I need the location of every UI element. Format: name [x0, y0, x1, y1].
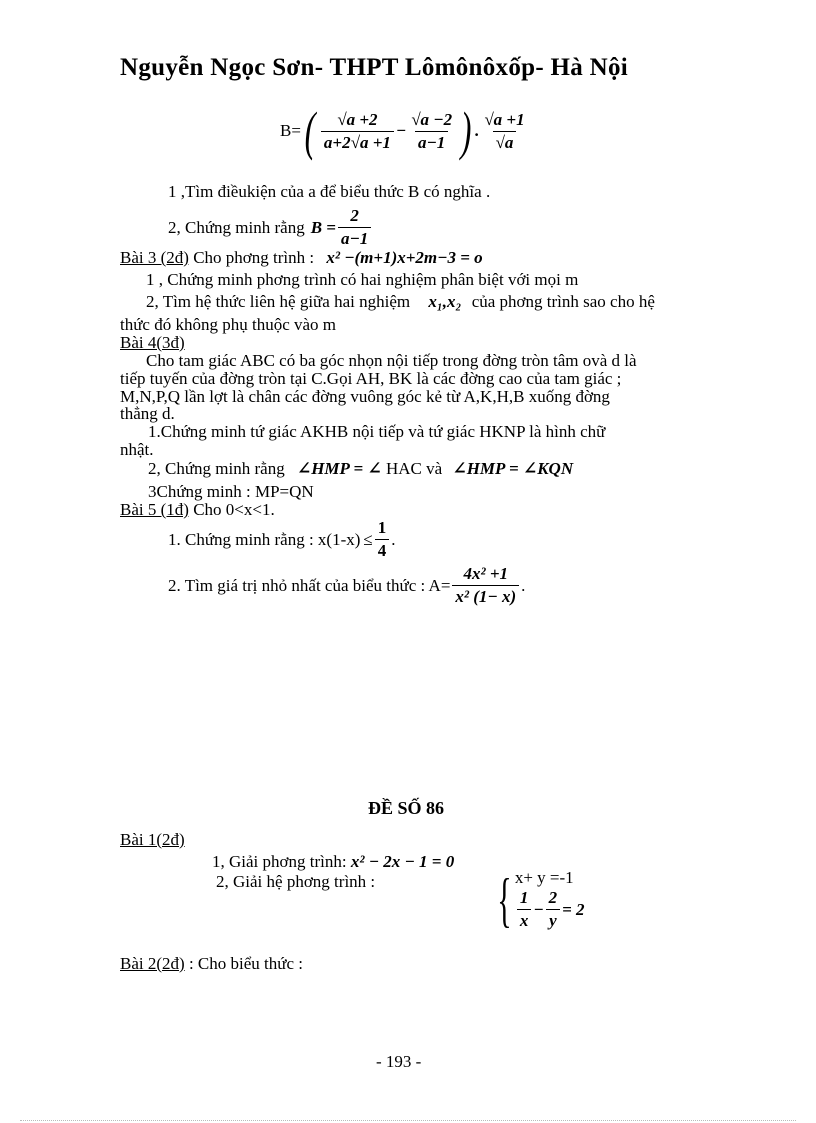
bai4-q2-formula-1: ∠HMP = ∠ — [296, 459, 382, 478]
page-bottom-rule — [20, 1120, 796, 1122]
minus-sign: − — [395, 121, 407, 140]
bai3-q2-text-b: của phơng trình sao cho hệ — [471, 292, 655, 311]
fraction-1-numerator: √a +2 — [337, 109, 378, 129]
bai4-paragraph-line-1: Cho tam giác ABC có ba góc nhọn nội tiếp trong đờng tròn tâm ovà d là — [146, 351, 637, 370]
bai5-q2-numerator: 4x² +1 — [463, 564, 509, 583]
fraction-2-numerator: √a −2 — [411, 109, 453, 129]
bai2-86-text: : Cho biểu thức : — [188, 954, 303, 973]
bai1-86-q1-text: 1, Giải phơng trình: — [212, 852, 347, 871]
bai2-q2-fraction — [338, 206, 371, 249]
bai3-question-2 — [146, 292, 655, 312]
system-minus: − — [533, 899, 544, 919]
system-equation-2 — [515, 888, 585, 931]
bai4-paragraph-line-3: M,N,P,Q lần lợt là chân các đờng vuông góc kẻ từ A,K,H,B xuống đờng — [120, 387, 610, 406]
bai3-line — [120, 248, 483, 268]
bai2-question-2 — [168, 206, 373, 249]
bai1-86-question-1 — [212, 852, 454, 872]
bai5-q1-period: . — [391, 529, 396, 549]
bai3-q2-vars: x₁,x₂ — [428, 292, 462, 311]
bai5-q2-denominator: x² (1− x) — [452, 585, 519, 607]
fraction-2-denominator: a−1 — [415, 131, 448, 153]
bai5-question-2 — [168, 564, 525, 607]
bai4-label: Bài 4(3đ) — [120, 333, 185, 352]
bai2-question-1: 1 ,Tìm điềukiện của a để biểu thức B có nghĩa . — [168, 182, 491, 201]
bai5-intro: Cho 0<x<1. — [193, 500, 275, 519]
system-fraction-2-denominator: y — [546, 909, 560, 931]
bai5-q1-fraction — [375, 518, 390, 561]
bai4-q2-text: 2, Chứng minh rằng — [148, 459, 285, 478]
formula-b-prefix: B= — [280, 121, 301, 140]
bai1-86-question-2: 2, Giải hệ phơng trình : — [216, 872, 376, 891]
fraction-1 — [321, 110, 394, 153]
exam-title: ĐỀ SỐ 86 — [368, 798, 445, 818]
bai3-q2-text-a: 2, Tìm hệ thức liên hệ giữa hai nghiệm — [146, 292, 411, 311]
page-header: Nguyễn Ngọc Sơn- THPT Lômônôxốp- Hà Nội — [120, 54, 629, 81]
formula-b — [280, 101, 530, 161]
system-equation-1: x+ y =-1 — [514, 868, 574, 887]
system-fraction-2 — [546, 888, 561, 931]
bai3-label: Bài 3 (2đ) — [120, 248, 189, 267]
fraction-3-denominator: √a — [493, 131, 517, 153]
bai2-86-line — [120, 954, 303, 974]
bai3-intro: Cho phơng trình : — [193, 248, 315, 267]
system-fraction-1 — [517, 888, 532, 931]
system-equals-2: = 2 — [562, 899, 585, 919]
bai4-question-1: 1.Chứng minh tứ giác AKHB nội tiếp và tứ giác HKNP là hình chữ — [148, 422, 606, 441]
bai5-q2-fraction — [452, 564, 519, 607]
bai3-question-1: 1 , Chứng minh phơng trình có hai nghiệm phân biệt với mọi m — [146, 270, 579, 289]
bai5-line — [120, 500, 275, 520]
bai4-question-1-cont: nhật. — [120, 440, 154, 459]
fraction-1-denominator: a+2√a +1 — [321, 131, 394, 153]
page-number: - 193 - — [376, 1052, 422, 1071]
bai4-paragraph-line-2: tiếp tuyến của đờng tròn tại C.Gọi AH, BK là các đờng cao của tam giác ; — [120, 369, 622, 388]
bai2-86-label: Bài 2(2đ) — [120, 954, 185, 973]
bai5-q1-numerator: 1 — [377, 518, 387, 537]
fraction-2 — [408, 110, 455, 153]
system-fraction-1-denominator: x — [517, 909, 532, 931]
system-fraction-1-numerator: 1 — [519, 888, 529, 907]
bai5-q2-text: 2. Tìm giá trị nhỏ nhất của biểu thức : A= — [168, 575, 451, 595]
bai5-q1-denominator: 4 — [375, 539, 390, 561]
bai1-86-q1-equation: x² − 2x − 1 = 0 — [350, 852, 455, 871]
fraction-3-numerator: √a +1 — [484, 109, 525, 129]
fraction-3 — [481, 110, 527, 153]
bai5-q1-le: ≤ — [363, 529, 373, 549]
left-paren: ( — [304, 101, 316, 161]
bai3-question-2-cont: thức đó không phụ thuộc vào m — [120, 315, 337, 334]
bai4-q2-formula-2: ∠HMP = ∠KQN — [452, 459, 574, 478]
bai3-equation: x² −(m+1)x+2m−3 = o — [326, 248, 483, 267]
bai4-question-2 — [148, 459, 573, 479]
bai5-q1-text: 1. Chứng minh rằng : x(1-x) — [168, 529, 361, 549]
left-brace: { — [497, 866, 512, 933]
bai5-question-1 — [168, 518, 396, 561]
bai4-paragraph-line-4: thẳng d. — [120, 404, 175, 423]
bai5-label: Bài 5 (1đ) — [120, 500, 189, 519]
bai2-q2-denominator: a−1 — [338, 227, 371, 249]
bai1-86-label: Bài 1(2đ) — [120, 830, 185, 849]
bai5-q2-period: . — [521, 575, 526, 595]
bai4-question-3: 3Chứng minh : MP=QN — [148, 482, 314, 501]
bai2-q2-lhs: B = — [310, 217, 336, 237]
bai4-q2-hac: HAC và — [386, 459, 443, 478]
right-paren: ) — [460, 101, 472, 161]
equation-system — [490, 868, 585, 931]
dot-operator: . — [475, 121, 480, 140]
bai2-q2-numerator: 2 — [350, 206, 359, 225]
system-fraction-2-numerator: 2 — [548, 888, 558, 907]
equation-system-lines — [515, 868, 585, 931]
bai2-q2-text: 2, Chứng minh rằng — [168, 217, 305, 237]
